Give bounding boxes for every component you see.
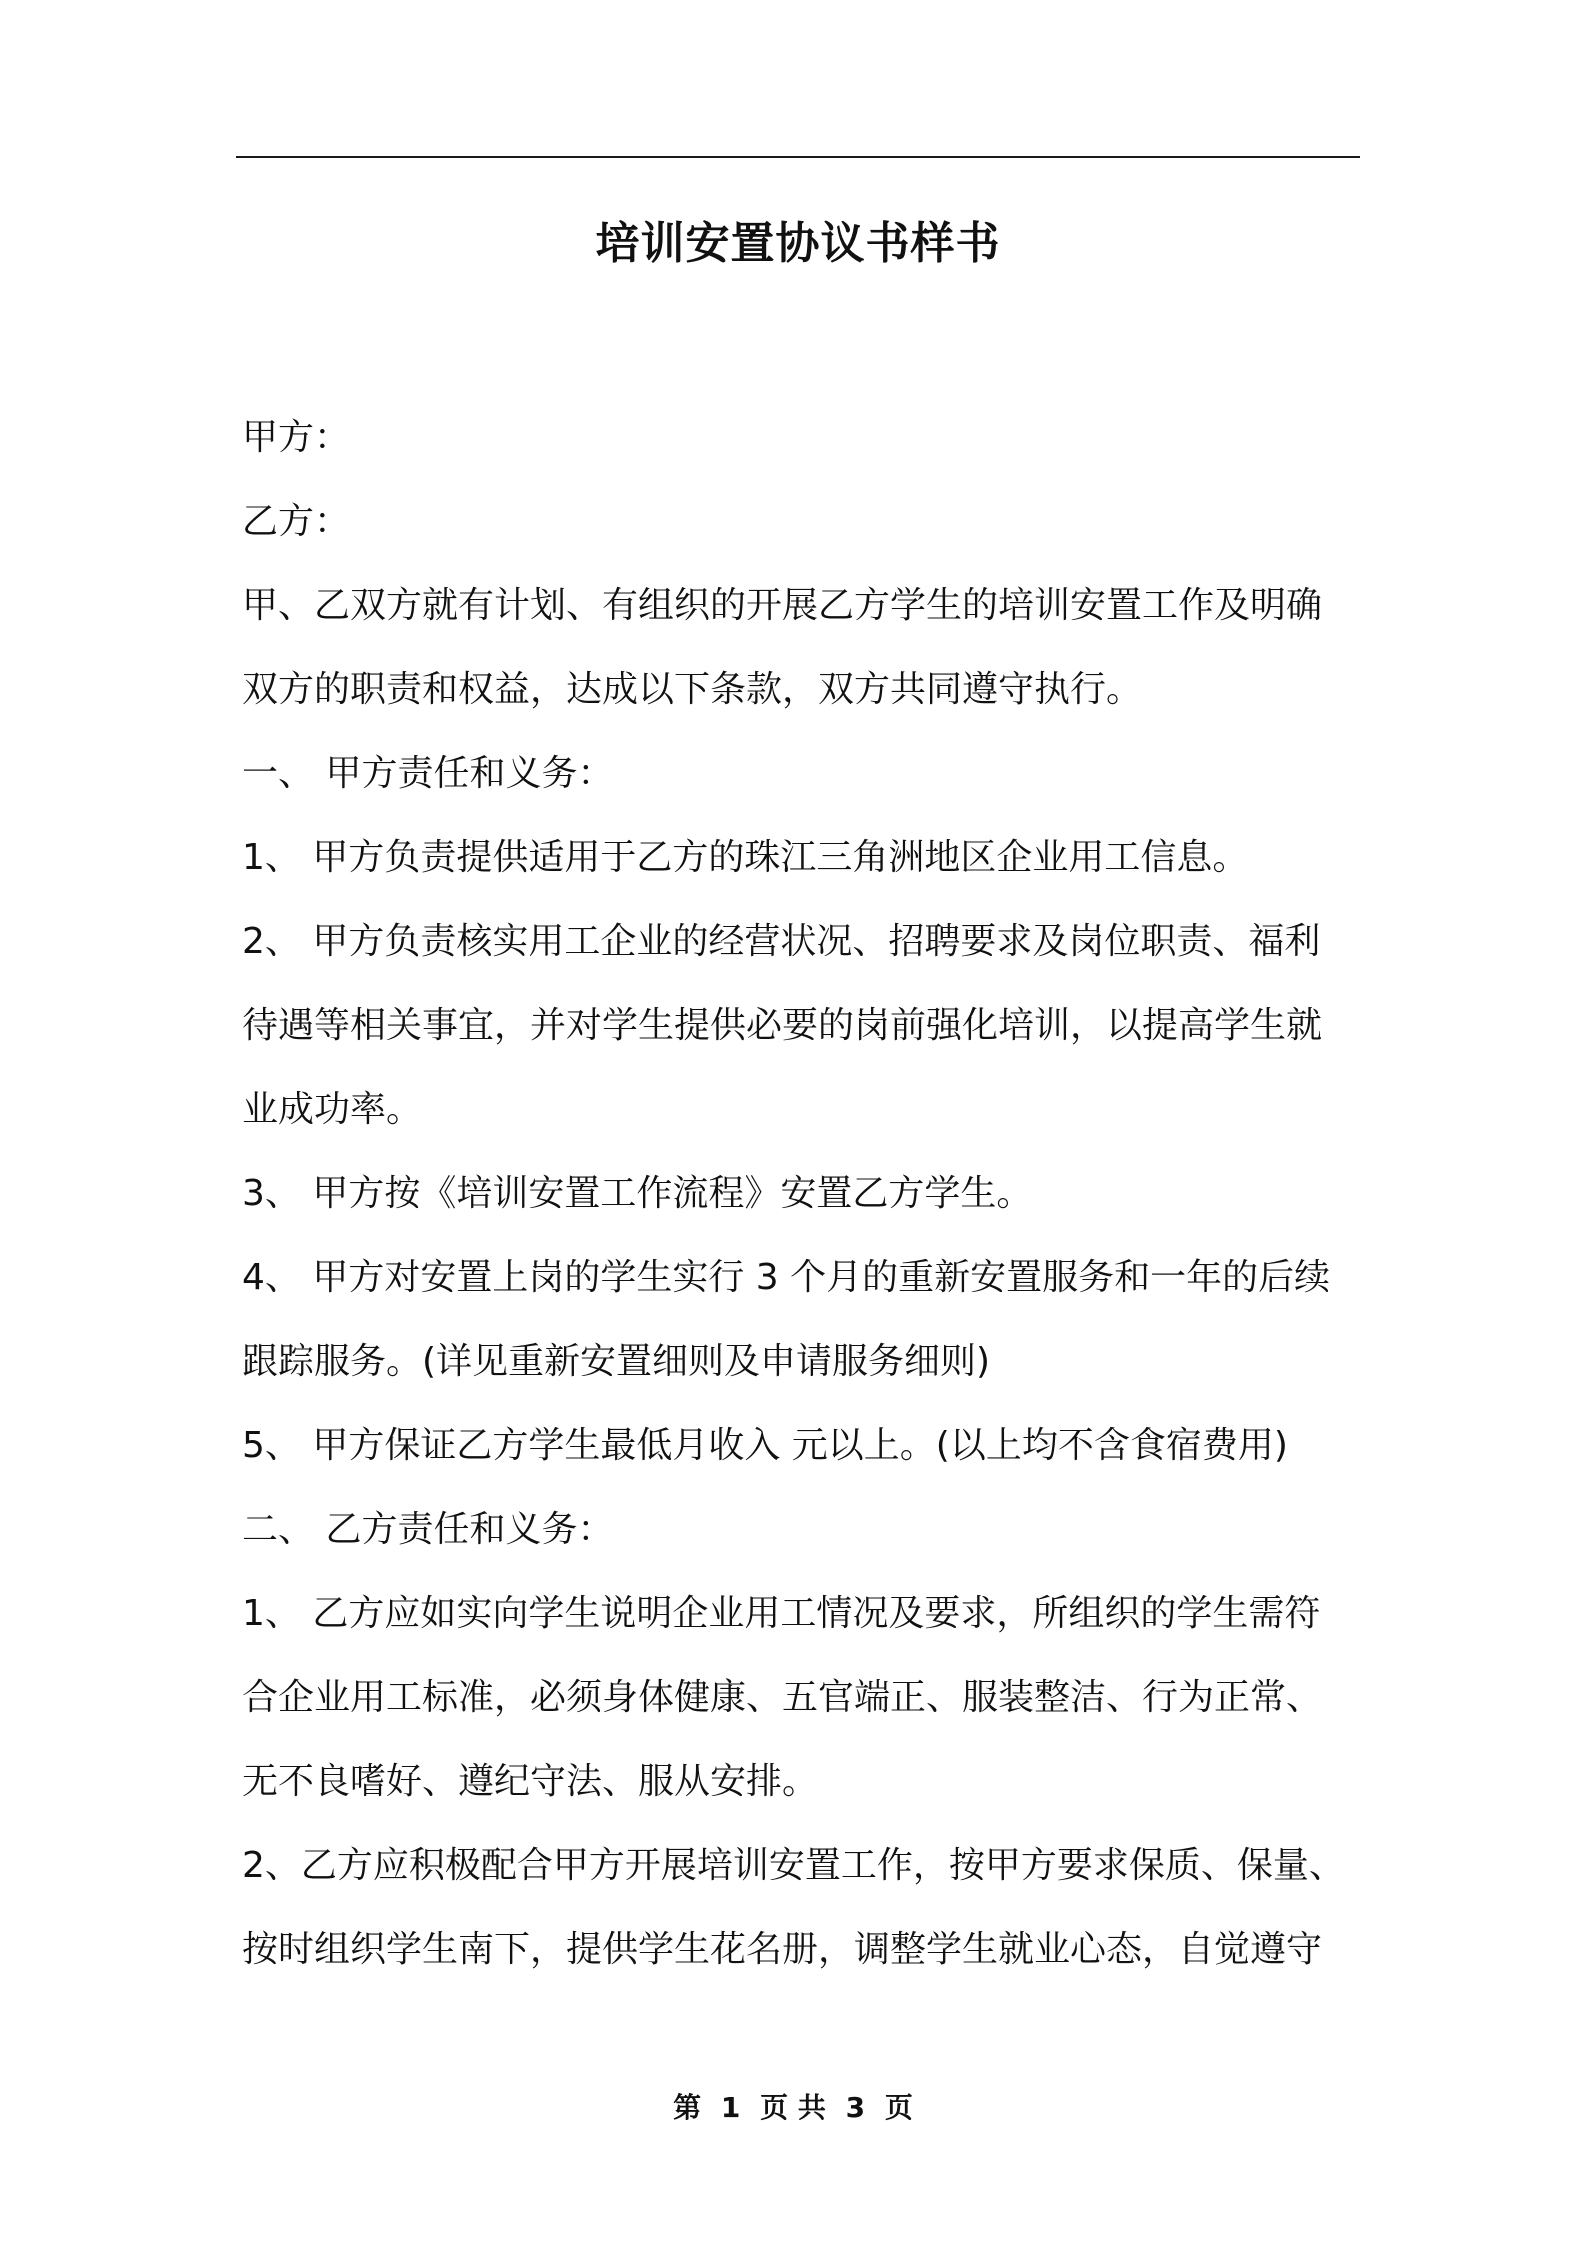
footer-middle: 页 共 <box>760 2091 826 2124</box>
footer-total-pages: 3 <box>845 2091 866 2124</box>
paragraph-item-1-2 <box>242 900 1360 1152</box>
paragraph-item-1-3 <box>242 1152 1360 1236</box>
paragraph-item-1-1 <box>242 816 1360 900</box>
paragraph-line: 甲方： <box>242 417 351 458</box>
paragraph-intro <box>242 564 1360 732</box>
paragraph-item-1-5 <box>242 1404 1360 1488</box>
paragraph-line: 双方的职责和权益，达成以下条款，双方共同遵守执行。 <box>242 669 1143 710</box>
paragraph-line: 1、 甲方负责提供适用于乙方的珠江三角洲地区企业用工信息。 <box>242 837 1249 878</box>
paragraph-item-1-4 <box>242 1236 1360 1404</box>
footer-prefix: 第 <box>673 2091 702 2124</box>
paragraph-line: 跟踪服务。(详见重新安置细则及申请服务细则) <box>242 1341 991 1382</box>
paragraph-line: 一、 甲方责任和义务： <box>242 753 614 794</box>
paragraph-line: 2、乙方应积极配合甲方开展培训安置工作，按甲方要求保质、保量、 <box>242 1845 1345 1886</box>
paragraph-item-2-1 <box>242 1572 1360 1824</box>
paragraph-section-2-heading <box>242 1488 1360 1572</box>
paragraph-item-2-2 <box>242 1824 1360 1992</box>
document-body <box>242 396 1360 1992</box>
paragraph-section-1-heading <box>242 732 1360 816</box>
paragraph-line: 甲、乙双方就有计划、有组织的开展乙方学生的培训安置工作及明确 <box>242 585 1323 626</box>
paragraph-line: 乙方： <box>242 501 351 542</box>
paragraph-line: 无不良嗜好、遵纪守法、服从安排。 <box>242 1761 819 1802</box>
page-footer <box>0 2088 1586 2128</box>
paragraph-party-b <box>242 480 1360 564</box>
paragraph-line: 二、 乙方责任和义务： <box>242 1509 614 1550</box>
paragraph-line: 按时组织学生南下，提供学生花名册，调整学生就业心态，自觉遵守 <box>242 1929 1323 1970</box>
paragraph-line: 4、 甲方对安置上岗的学生实行 3 个月的重新安置服务和一年的后续 <box>242 1257 1331 1298</box>
document-title: 培训安置协议书样书 <box>595 218 1001 269</box>
paragraph-line: 业成功率。 <box>242 1089 423 1130</box>
paragraph-line: 1、 乙方应如实向学生说明企业用工情况及要求，所组织的学生需符 <box>242 1593 1321 1634</box>
paragraph-line: 5、 甲方保证乙方学生最低月收入 元以上。(以上均不含食宿费用) <box>242 1425 1288 1466</box>
paragraph-party-a <box>242 396 1360 480</box>
paragraph-line: 3、 甲方按《培训安置工作流程》安置乙方学生。 <box>242 1173 1033 1214</box>
footer-suffix: 页 <box>884 2091 913 2124</box>
footer-current-page: 1 <box>720 2091 741 2124</box>
header-rule <box>236 156 1360 158</box>
paragraph-line: 合企业用工标准，必须身体健康、五官端正、服装整洁、行为正常、 <box>242 1677 1323 1718</box>
paragraph-line: 待遇等相关事宜，并对学生提供必要的岗前强化培训，以提高学生就 <box>242 1005 1323 1046</box>
paragraph-line: 2、 甲方负责核实用工企业的经营状况、招聘要求及岗位职责、福利 <box>242 921 1321 962</box>
